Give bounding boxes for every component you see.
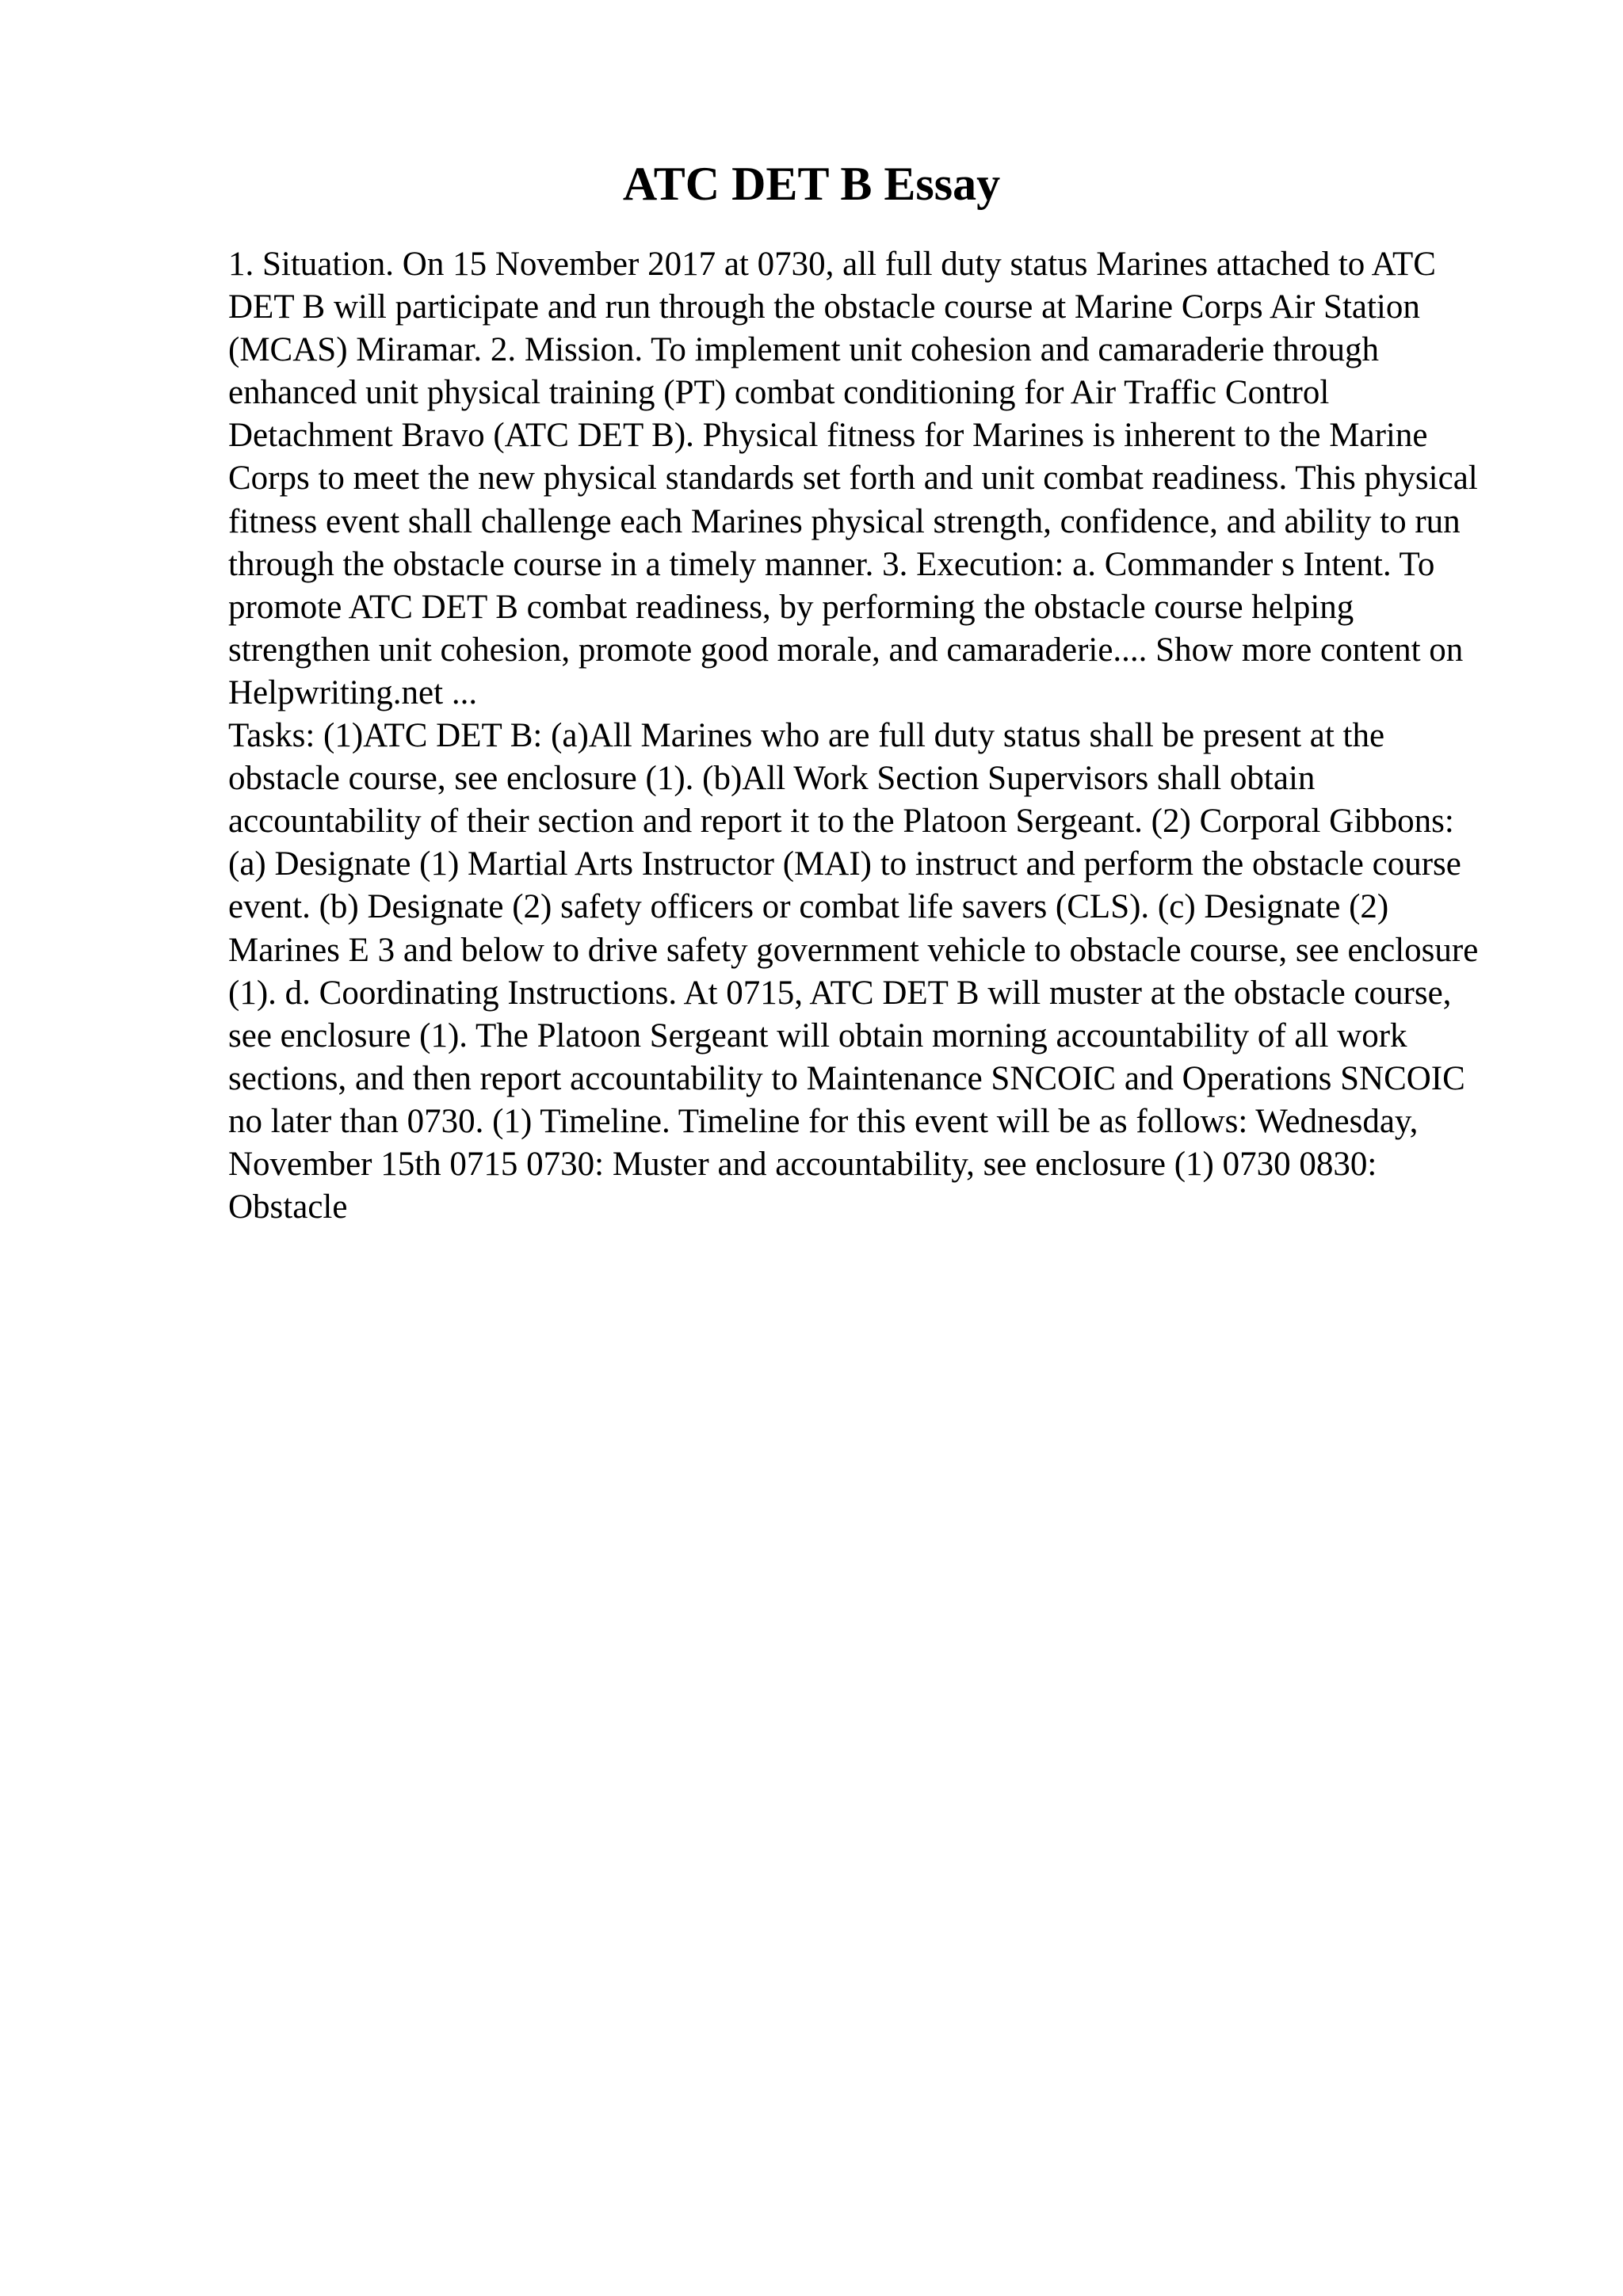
paragraph-tasks: Tasks: (1)ATC DET B: (a)All Marines who are full duty status shall be present at the obstacle course, see enclosure (1). (b)All Work Section Supervisors shall obtain accountability of their section and report it to the Platoon Sergeant. (2) Corporal Gibbons: (a) Designate (1) Martial Arts Instructor (MAI) to instruct and perform the obstacle course event. (b) Designate (2) safety officers or combat life savers (CLS). (c) Designate (2) Marines E 3 and below to drive safety government vehicle to obstacle course, see enclosure (1). d. Coordinating Instructions. At 0715, ATC DET B will muster at the obstacle course, see enclosure (1). The Platoon Sergeant will obtain morning accountability of all work sections, and then report accountability to Maintenance SNCOIC and Operations SNCOIC no later than 0730. (1) Timeline. Timeline for this event will be as follows: Wednesday, November 15th 0715 0730: Muster and accountability, see enclosure (1) 0730 0830: Obstacle xyxy=(228,717,1479,1226)
paragraph-situation: 1. Situation. On 15 November 2017 at 0730, all full duty status Marines attached to ATC DET B will participate and run through the obstacle course at Marine Corps Air Station (MCAS) Miramar. 2. Mission. To implement unit cohesion and camaraderie through enhanced unit physical training (PT) combat conditioning for Air Traffic Control Detachment Bravo (ATC DET B). Physical fitness for Marines is inherent to the Marine Corps to meet the new physical standards set forth and unit combat readiness. This physical fitness event shall challenge each Marines physical strength, confidence, and ability to run through the obstacle course in a timely manner. 3. Execution: a. Commander s Intent. To promote ATC DET B combat readiness, by performing the obstacle course helping strengthen unit cohesion, promote good morale, and camaraderie.... Show more content on Helpwriting.net ... xyxy=(228,246,1478,711)
document-title: ATC DET B Essay xyxy=(622,158,1001,210)
document-body xyxy=(228,243,1480,1229)
